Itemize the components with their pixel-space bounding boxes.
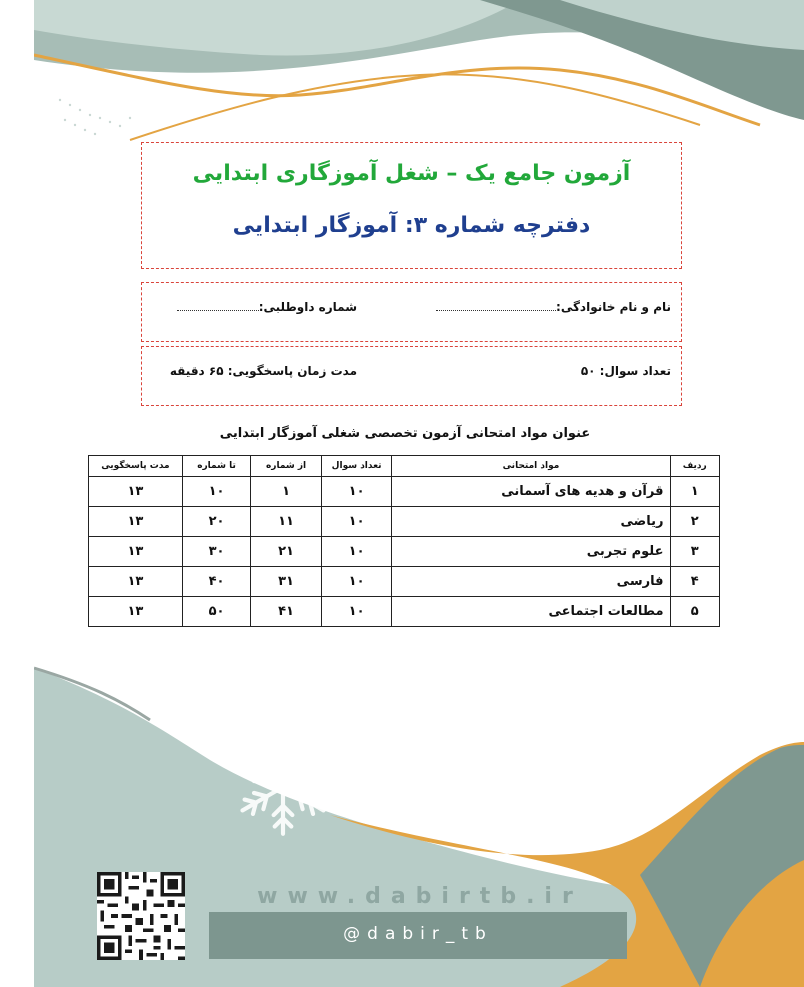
row-number: ۴ — [670, 567, 720, 597]
col-header-subject: مواد امتحانی — [392, 456, 670, 477]
col-header-row-number: ردیف — [670, 456, 720, 477]
website-url[interactable]: www.dabirtb.ir — [257, 884, 583, 909]
subject: علوم تجربی — [392, 537, 670, 567]
instagram-bar — [209, 912, 627, 959]
col-header-to-number: تا شماره — [182, 456, 250, 477]
question-count: تعداد سوال: ۵۰ — [580, 364, 671, 378]
row-number: ۱ — [670, 477, 720, 507]
title-box — [141, 142, 682, 269]
name-field — [436, 300, 671, 314]
duration-cell: ۱۳ — [89, 537, 183, 567]
subject: مطالعات اجتماعی — [392, 597, 670, 627]
duration-cell: ۱۳ — [89, 477, 183, 507]
name-blank — [436, 302, 556, 311]
table-row — [89, 507, 720, 537]
name-label: نام و نام خانوادگی: — [556, 300, 671, 314]
duration-cell: ۱۳ — [89, 507, 183, 537]
from-number-cell: ۳۱ — [251, 567, 322, 597]
question-count-cell: ۱۰ — [321, 597, 392, 627]
row-number: ۳ — [670, 537, 720, 567]
candidate-number-label: شماره داوطلبی: — [258, 300, 357, 314]
question-count-cell: ۱۰ — [321, 477, 392, 507]
from-number-cell: ۱۱ — [251, 507, 322, 537]
snowflake-icon — [231, 735, 335, 839]
to-number-cell: ۳۰ — [182, 537, 250, 567]
candidate-number-blank — [177, 302, 259, 311]
candidate-number-field — [177, 300, 357, 314]
candidate-info-box — [141, 282, 682, 342]
table-row — [89, 567, 720, 597]
duration-cell: ۱۳ — [89, 597, 183, 627]
col-header-duration: مدت پاسخگویی — [89, 456, 183, 477]
col-header-question-count: تعداد سوال — [321, 456, 392, 477]
duration-cell: ۱۳ — [89, 567, 183, 597]
qr-code-icon[interactable] — [97, 872, 185, 960]
to-number-cell: ۵۰ — [182, 597, 250, 627]
instagram-handle[interactable]: @dabir_tb — [343, 924, 493, 944]
exam-meta-box — [141, 346, 682, 406]
table-row — [89, 477, 720, 507]
table-header-row — [89, 456, 720, 477]
col-header-from-number: از شماره — [251, 456, 322, 477]
to-number-cell: ۴۰ — [182, 567, 250, 597]
to-number-cell: ۲۰ — [182, 507, 250, 537]
subject: ریاضی — [392, 507, 670, 537]
question-count-cell: ۱۰ — [321, 537, 392, 567]
subject: فارسی — [392, 567, 670, 597]
table-row — [89, 597, 720, 627]
subject: قرآن و هدیه های آسمانی — [392, 477, 670, 507]
page-left-margin — [0, 0, 34, 987]
question-count-cell: ۱۰ — [321, 507, 392, 537]
question-count-cell: ۱۰ — [321, 567, 392, 597]
from-number-cell: ۱ — [251, 477, 322, 507]
table-row — [89, 537, 720, 567]
table-title: عنوان مواد امتحانی آزمون تخصصی شغلی آموزگار ابتدایی — [219, 426, 591, 441]
booklet-title: دفترچه شماره ۳: آموزگار ابتدایی — [232, 213, 591, 238]
row-number: ۵ — [670, 597, 720, 627]
answer-duration: مدت زمان پاسخگویی: ۶۵ دقیقه — [169, 364, 357, 378]
from-number-cell: ۴۱ — [251, 597, 322, 627]
to-number-cell: ۱۰ — [182, 477, 250, 507]
exam-title: آزمون جامع یک – شغل آموزگاری ابتدایی — [192, 161, 631, 186]
from-number-cell: ۲۱ — [251, 537, 322, 567]
row-number: ۲ — [670, 507, 720, 537]
exam-subjects-table — [88, 455, 720, 627]
